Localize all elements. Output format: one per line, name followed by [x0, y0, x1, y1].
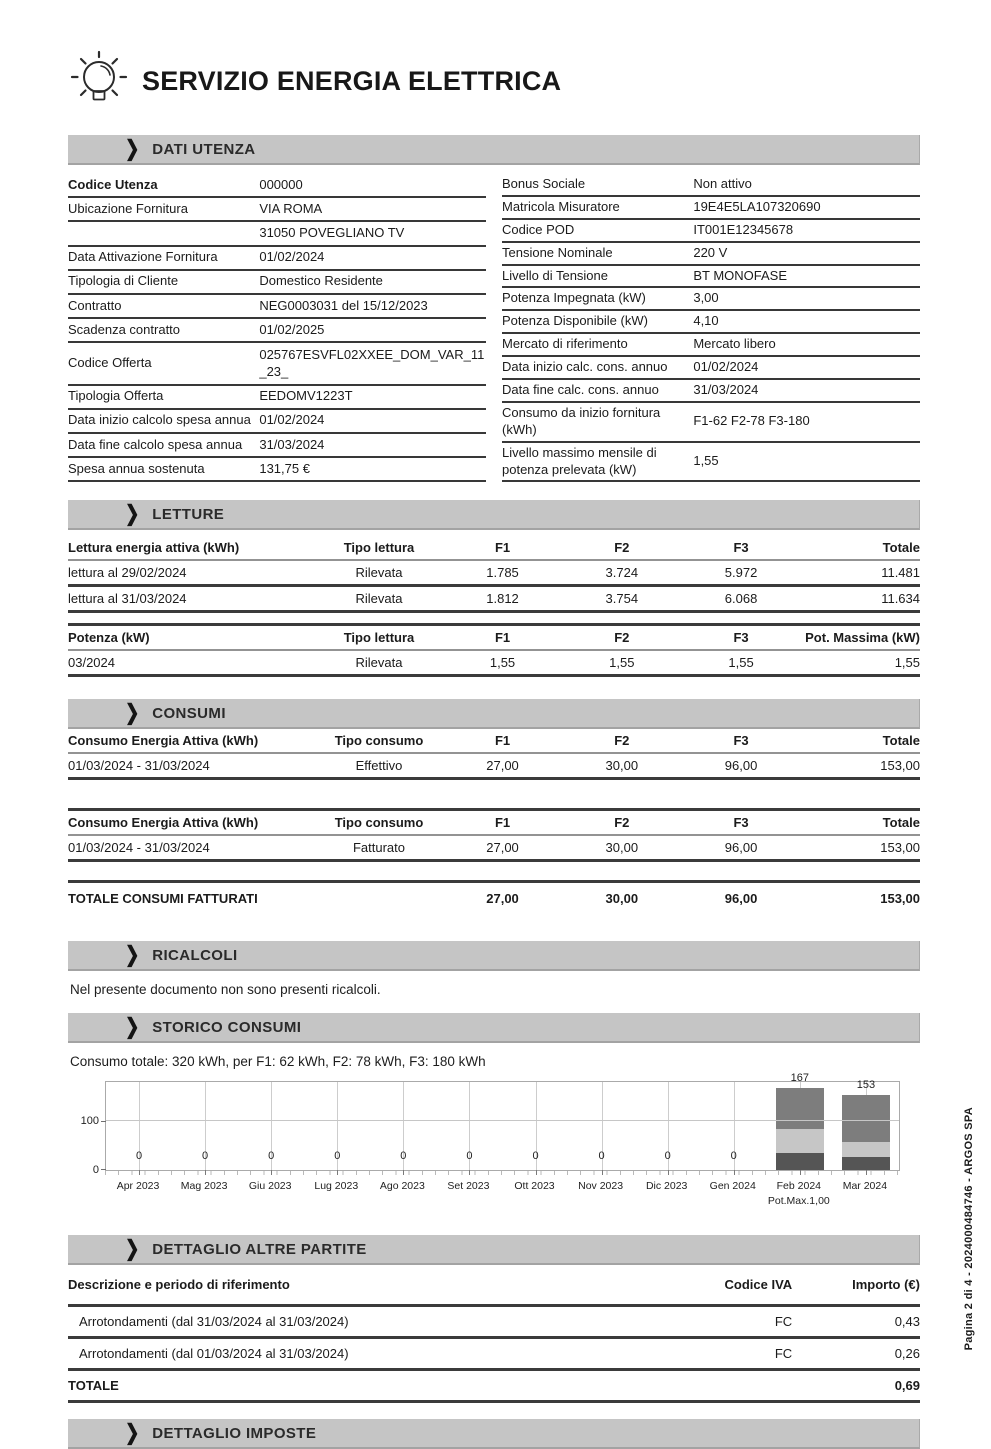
field-value: IT001E12345678 — [693, 219, 920, 242]
chart-y-tick-mark — [101, 1121, 106, 1122]
column-header: Pot. Massima (kW) — [801, 625, 920, 651]
table-row — [68, 246, 486, 270]
field-value: VIA ROMA — [259, 197, 486, 221]
table-row — [502, 356, 920, 379]
dati-utenza-tables — [68, 174, 920, 482]
cell: lettura al 29/02/2024 — [68, 560, 315, 586]
cell: Fatturato — [315, 835, 443, 861]
table-row — [68, 835, 920, 861]
field-label: Data fine calc. cons. annuo — [502, 379, 693, 402]
field-label: Data fine calcolo spesa annua — [68, 433, 259, 457]
table-row — [68, 294, 486, 318]
bar-value-label: 0 — [730, 1150, 737, 1163]
field-label: Mercato di riferimento — [502, 333, 693, 356]
column-header: Codice IVA — [664, 1269, 792, 1306]
dati-utenza-right-table — [502, 174, 920, 482]
cell: 153,00 — [801, 835, 920, 861]
column-header: F2 — [562, 810, 681, 836]
bar-value-label: 0 — [135, 1150, 143, 1163]
consumi-fatturato-table — [68, 808, 920, 862]
field-label: Scadenza contratto — [68, 318, 259, 342]
chart-slot — [304, 1082, 370, 1170]
bar-segment-F2 — [842, 1142, 890, 1157]
field-label: Potenza Disponibile (kW) — [502, 310, 693, 333]
cell: 3.754 — [562, 586, 681, 612]
field-value: 000000 — [259, 174, 486, 197]
totale-f2: 30,00 — [605, 891, 639, 907]
field-label: Data inizio calc. cons. annuo — [502, 356, 693, 379]
field-label: Ubicazione Fornitura — [68, 197, 259, 221]
chart-x-label — [568, 1179, 634, 1207]
section-bar-dati-utenza — [68, 135, 920, 165]
cell: Rilevata — [315, 586, 443, 612]
chart-month-label: Mag 2023 — [180, 1180, 228, 1193]
document-header — [70, 50, 920, 113]
chart-month-label: Ott 2023 — [514, 1180, 555, 1193]
bar-value-label: 0 — [664, 1150, 671, 1163]
bar-segment-F3 — [842, 1095, 890, 1143]
chart-x-label — [700, 1179, 766, 1207]
bar-value-label: 0 — [202, 1150, 209, 1163]
field-label: Data inizio calcolo spesa annua — [68, 409, 259, 433]
field-label: Potenza Impegnata (kW) — [502, 287, 693, 310]
section-title: DATI UTENZA — [152, 140, 256, 158]
column-header: F1 — [443, 536, 562, 560]
column-header: F2 — [562, 729, 681, 753]
chart-slot — [569, 1082, 635, 1170]
totale-f3: 96,00 — [724, 891, 758, 907]
chart-x-label — [501, 1179, 567, 1207]
table-row — [68, 753, 920, 779]
consumption-history-chart — [68, 1071, 920, 1215]
table-row — [68, 318, 486, 342]
totale-value: 153,00 — [880, 891, 920, 907]
field-label: Livello di Tensione — [502, 265, 693, 288]
cell: 6.068 — [681, 586, 800, 612]
column-header: Importo (€) — [792, 1269, 920, 1306]
chart-x-label — [171, 1179, 237, 1207]
chart-slot — [436, 1082, 502, 1170]
cell: 03/2024 — [68, 650, 315, 676]
bar-segment-F1 — [776, 1153, 824, 1170]
cell: 1,55 — [681, 650, 800, 676]
field-value: 025767ESVFL02XXEE_DOM_VAR_11_23_ — [259, 342, 486, 384]
table-row — [68, 409, 486, 433]
bar-segment-F2 — [776, 1129, 824, 1153]
field-value: 1,55 — [693, 442, 920, 482]
column-header: F1 — [443, 625, 562, 651]
table-row — [68, 385, 486, 409]
column-header: Potenza (kW) — [68, 625, 315, 651]
lightbulb-icon — [70, 50, 128, 113]
bar-segment-F3 — [776, 1088, 824, 1130]
section-title: STORICO CONSUMI — [152, 1018, 302, 1036]
letture-potenza-table — [68, 623, 920, 677]
cell: 27,00 — [443, 753, 562, 779]
cell: 11.481 — [801, 560, 920, 586]
chart-slot — [635, 1082, 701, 1170]
chevron-right-icon: ❯ — [125, 501, 140, 526]
table-row — [502, 442, 920, 482]
totale-value: 0,69 — [792, 1370, 920, 1402]
field-value: 131,75 € — [259, 457, 486, 481]
cell: Arrotondamenti (dal 01/03/2024 al 31/03/2024) — [68, 1338, 664, 1370]
column-header: Tipo consumo — [315, 729, 443, 753]
column-header: F1 — [443, 729, 562, 753]
column-header: Descrizione e periodo di riferimento — [68, 1269, 664, 1306]
table-row — [68, 1306, 920, 1338]
cell: 27,00 — [443, 835, 562, 861]
cell: 0,43 — [792, 1306, 920, 1338]
spacer — [68, 780, 920, 808]
field-label: Tipologia di Cliente — [68, 270, 259, 294]
column-header: F2 — [562, 536, 681, 560]
table-row — [68, 270, 486, 294]
chart-y-tick-label: 100 — [80, 1115, 99, 1128]
chart-bar — [842, 1095, 890, 1171]
field-value: 19E4E5LA107320690 — [693, 196, 920, 219]
table-row — [502, 402, 920, 442]
cell: 30,00 — [562, 835, 681, 861]
section-bar-altre-partite — [68, 1235, 920, 1265]
chevron-right-icon: ❯ — [125, 1420, 140, 1445]
bar-value-label: 0 — [532, 1150, 539, 1163]
cell: Rilevata — [315, 560, 443, 586]
section-bar-ricalcoli — [68, 941, 920, 971]
chart-x-axis-ticks — [105, 1171, 898, 1175]
field-value: EEDOMV1223T — [259, 385, 486, 409]
chart-x-axis-labels — [105, 1179, 898, 1207]
field-value: 3,00 — [693, 287, 920, 310]
chart-y-tick-label: 0 — [92, 1164, 99, 1177]
cell: 11.634 — [801, 586, 920, 612]
field-label: Spesa annua sostenuta — [68, 457, 259, 481]
chart-slot — [502, 1082, 568, 1170]
chart-month-label: Ago 2023 — [379, 1180, 425, 1193]
chart-month-label: Feb 2024 — [776, 1180, 821, 1193]
cell: 96,00 — [681, 835, 800, 861]
column-header: Tipo lettura — [315, 625, 443, 651]
field-label: Tensione Nominale — [502, 242, 693, 265]
table-row — [68, 433, 486, 457]
chart-y-tick-mark — [101, 1169, 106, 1170]
section-title: DETTAGLIO ALTRE PARTITE — [152, 1240, 367, 1258]
field-label: Consumo da inizio fornitura (kWh) — [502, 402, 693, 442]
field-value: 31050 POVEGLIANO TV — [259, 221, 486, 245]
field-value: 01/02/2024 — [259, 246, 486, 270]
field-label: Codice Utenza — [68, 174, 259, 197]
chart-bar — [776, 1088, 824, 1170]
chart-x-label — [303, 1179, 369, 1207]
table-row — [68, 586, 920, 612]
field-label: Contratto — [68, 294, 259, 318]
table-row — [68, 560, 920, 586]
chart-plot-area — [80, 1071, 900, 1177]
cell: 153,00 — [801, 753, 920, 779]
column-header: Tipo consumo — [315, 810, 443, 836]
section-title: CONSUMI — [152, 704, 226, 722]
cell: 0,26 — [792, 1338, 920, 1370]
chart-x-label — [634, 1179, 700, 1207]
table-row — [502, 219, 920, 242]
letture-energia-table — [68, 536, 920, 613]
field-value: NEG0003031 del 15/12/2023 — [259, 294, 486, 318]
field-value: BT MONOFASE — [693, 265, 920, 288]
table-header-row — [68, 1269, 920, 1306]
cell: 3.724 — [562, 560, 681, 586]
chart-month-label: Gen 2024 — [709, 1180, 756, 1193]
table-row — [68, 197, 486, 221]
bar-value-label: 0 — [400, 1150, 407, 1163]
page-content — [68, 0, 920, 1449]
chart-slot — [370, 1082, 436, 1170]
column-header: F2 — [562, 625, 681, 651]
cell: Effettivo — [315, 753, 443, 779]
spacer — [68, 613, 920, 623]
cell: Rilevata — [315, 650, 443, 676]
bar-value-label: 153 — [856, 1078, 876, 1091]
field-label: Matricola Misuratore — [502, 196, 693, 219]
chart-slot — [701, 1082, 767, 1170]
column-header: Totale — [801, 810, 920, 836]
chart-month-label: Mar 2024 — [842, 1180, 888, 1193]
table-row — [68, 221, 486, 245]
table-row — [502, 287, 920, 310]
page-title: SERVIZIO ENERGIA ELETTRICA — [142, 66, 562, 96]
field-value: Domestico Residente — [259, 270, 486, 294]
column-header: Consumo Energia Attiva (kWh) — [68, 729, 315, 753]
table-row — [68, 882, 920, 916]
field-value: Mercato libero — [693, 333, 920, 356]
field-label — [68, 221, 259, 245]
bar-value-label: 167 — [790, 1071, 809, 1084]
cell: 1,55 — [562, 650, 681, 676]
cell — [664, 1370, 792, 1402]
section-bar-storico-consumi — [68, 1013, 920, 1043]
field-value: 01/02/2025 — [259, 318, 486, 342]
column-header: Tipo lettura — [315, 536, 443, 560]
chart-month-label: Giu 2023 — [248, 1180, 292, 1193]
chart-slot — [238, 1082, 304, 1170]
chart-slot — [833, 1078, 899, 1170]
chart-month-label: Nov 2023 — [578, 1180, 624, 1193]
chevron-right-icon: ❯ — [125, 942, 140, 967]
chart-slot — [172, 1082, 238, 1170]
column-header: Totale — [801, 536, 920, 560]
chart-month-label: Dic 2023 — [645, 1180, 688, 1193]
chart-x-label — [105, 1179, 171, 1207]
altre-partite-table — [68, 1269, 920, 1403]
cell: 30,00 — [562, 753, 681, 779]
column-header: Lettura energia attiva (kWh) — [68, 536, 315, 560]
field-value: Non attivo — [693, 174, 920, 196]
table-row — [502, 265, 920, 288]
table-row — [502, 174, 920, 196]
section-title: DETTAGLIO IMPOSTE — [152, 1424, 317, 1442]
section-title: LETTURE — [152, 505, 225, 523]
ricalcoli-text: Nel presente documento non sono presenti ricalcoli. — [70, 982, 381, 998]
chart-slot — [767, 1071, 833, 1170]
chart-x-label — [369, 1179, 435, 1207]
column-header: Consumo Energia Attiva (kWh) — [68, 810, 315, 836]
table-row — [502, 333, 920, 356]
cell: 1,55 — [801, 650, 920, 676]
table-row — [68, 457, 486, 481]
cell: 01/03/2024 - 31/03/2024 — [68, 835, 315, 861]
column-header: F3 — [681, 729, 800, 753]
consumi-totale-row — [68, 880, 920, 915]
chart-potmax-label: Pot.Max.1,00 — [767, 1194, 830, 1207]
column-header: Totale — [801, 729, 920, 753]
cell: 1.785 — [443, 560, 562, 586]
section-bar-imposte — [68, 1419, 920, 1449]
table-header-row — [68, 729, 920, 753]
field-value: 4,10 — [693, 310, 920, 333]
table-row — [68, 342, 486, 384]
table-row — [502, 379, 920, 402]
bar-value-label: 0 — [466, 1150, 473, 1163]
table-row — [68, 174, 486, 197]
table-header-row — [68, 536, 920, 560]
table-row — [68, 1338, 920, 1370]
field-label: Bonus Sociale — [502, 174, 693, 196]
cell: FC — [664, 1306, 792, 1338]
totale-label: TOTALE CONSUMI FATTURATI — [68, 891, 258, 907]
chart-month-label: Lug 2023 — [314, 1180, 359, 1193]
chart-x-label — [237, 1179, 303, 1207]
totale-label: TOTALE — [68, 1370, 664, 1402]
chart-month-label: Set 2023 — [447, 1180, 490, 1193]
field-label: Livello massimo mensile di potenza prelevata (kW) — [502, 442, 693, 482]
chart-x-label — [435, 1179, 501, 1207]
chart-gridline — [106, 1120, 899, 1121]
field-label: Codice Offerta — [68, 342, 259, 384]
chevron-right-icon: ❯ — [125, 1014, 140, 1039]
column-header: F3 — [681, 536, 800, 560]
chart-month-label: Apr 2023 — [116, 1180, 160, 1193]
totale-f1: 27,00 — [486, 891, 519, 907]
table-row — [502, 242, 920, 265]
chart-slots — [106, 1071, 899, 1170]
chevron-right-icon: ❯ — [125, 136, 140, 161]
bar-value-label: 0 — [334, 1150, 341, 1163]
table-row — [68, 650, 920, 676]
cell: FC — [664, 1338, 792, 1370]
field-label: Tipologia Offerta — [68, 385, 259, 409]
bar-value-label: 0 — [268, 1150, 275, 1163]
table-row — [502, 310, 920, 333]
chart-x-label — [766, 1179, 832, 1207]
cell: 01/03/2024 - 31/03/2024 — [68, 753, 315, 779]
cell: Arrotondamenti (dal 31/03/2024 al 31/03/2024) — [68, 1306, 664, 1338]
section-bar-letture — [68, 500, 920, 530]
table-row — [502, 196, 920, 219]
cell: lettura al 31/03/2024 — [68, 586, 315, 612]
chart-x-label — [832, 1179, 898, 1207]
field-label: Data Attivazione Fornitura — [68, 246, 259, 270]
cell: 96,00 — [681, 753, 800, 779]
dati-utenza-left-table — [68, 174, 486, 482]
column-header: F1 — [443, 810, 562, 836]
section-title: RICALCOLI — [152, 946, 238, 964]
section-bar-consumi — [68, 699, 920, 729]
bar-segment-F1 — [842, 1157, 890, 1170]
field-value: 01/02/2024 — [259, 409, 486, 433]
column-header: F3 — [681, 810, 800, 836]
field-value: 220 V — [693, 242, 920, 265]
field-value: 01/02/2024 — [693, 356, 920, 379]
field-value: 31/03/2024 — [693, 379, 920, 402]
chevron-right-icon: ❯ — [125, 700, 140, 725]
field-label: Codice POD — [502, 219, 693, 242]
chevron-right-icon: ❯ — [125, 1236, 140, 1261]
cell: 1.812 — [443, 586, 562, 612]
cell: 1,55 — [443, 650, 562, 676]
storico-consumi-text: Consumo totale: 320 kWh, per F1: 62 kWh, F2: 78 kWh, F3: 180 kWh — [70, 1054, 486, 1070]
field-value: 31/03/2024 — [259, 433, 486, 457]
table-header-row — [68, 625, 920, 651]
table-row — [68, 1370, 920, 1402]
cell: 5.972 — [681, 560, 800, 586]
table-header-row — [68, 810, 920, 836]
field-value: F1-62 F2-78 F3-180 — [693, 402, 920, 442]
chart-slot — [106, 1082, 172, 1170]
consumi-effettivo-table — [68, 729, 920, 780]
column-header: F3 — [681, 625, 800, 651]
bar-value-label: 0 — [598, 1150, 605, 1163]
page-footer-vertical: Pagina 2 di 4 - 2024000484746 - ARGOS SPA — [963, 1106, 975, 1350]
